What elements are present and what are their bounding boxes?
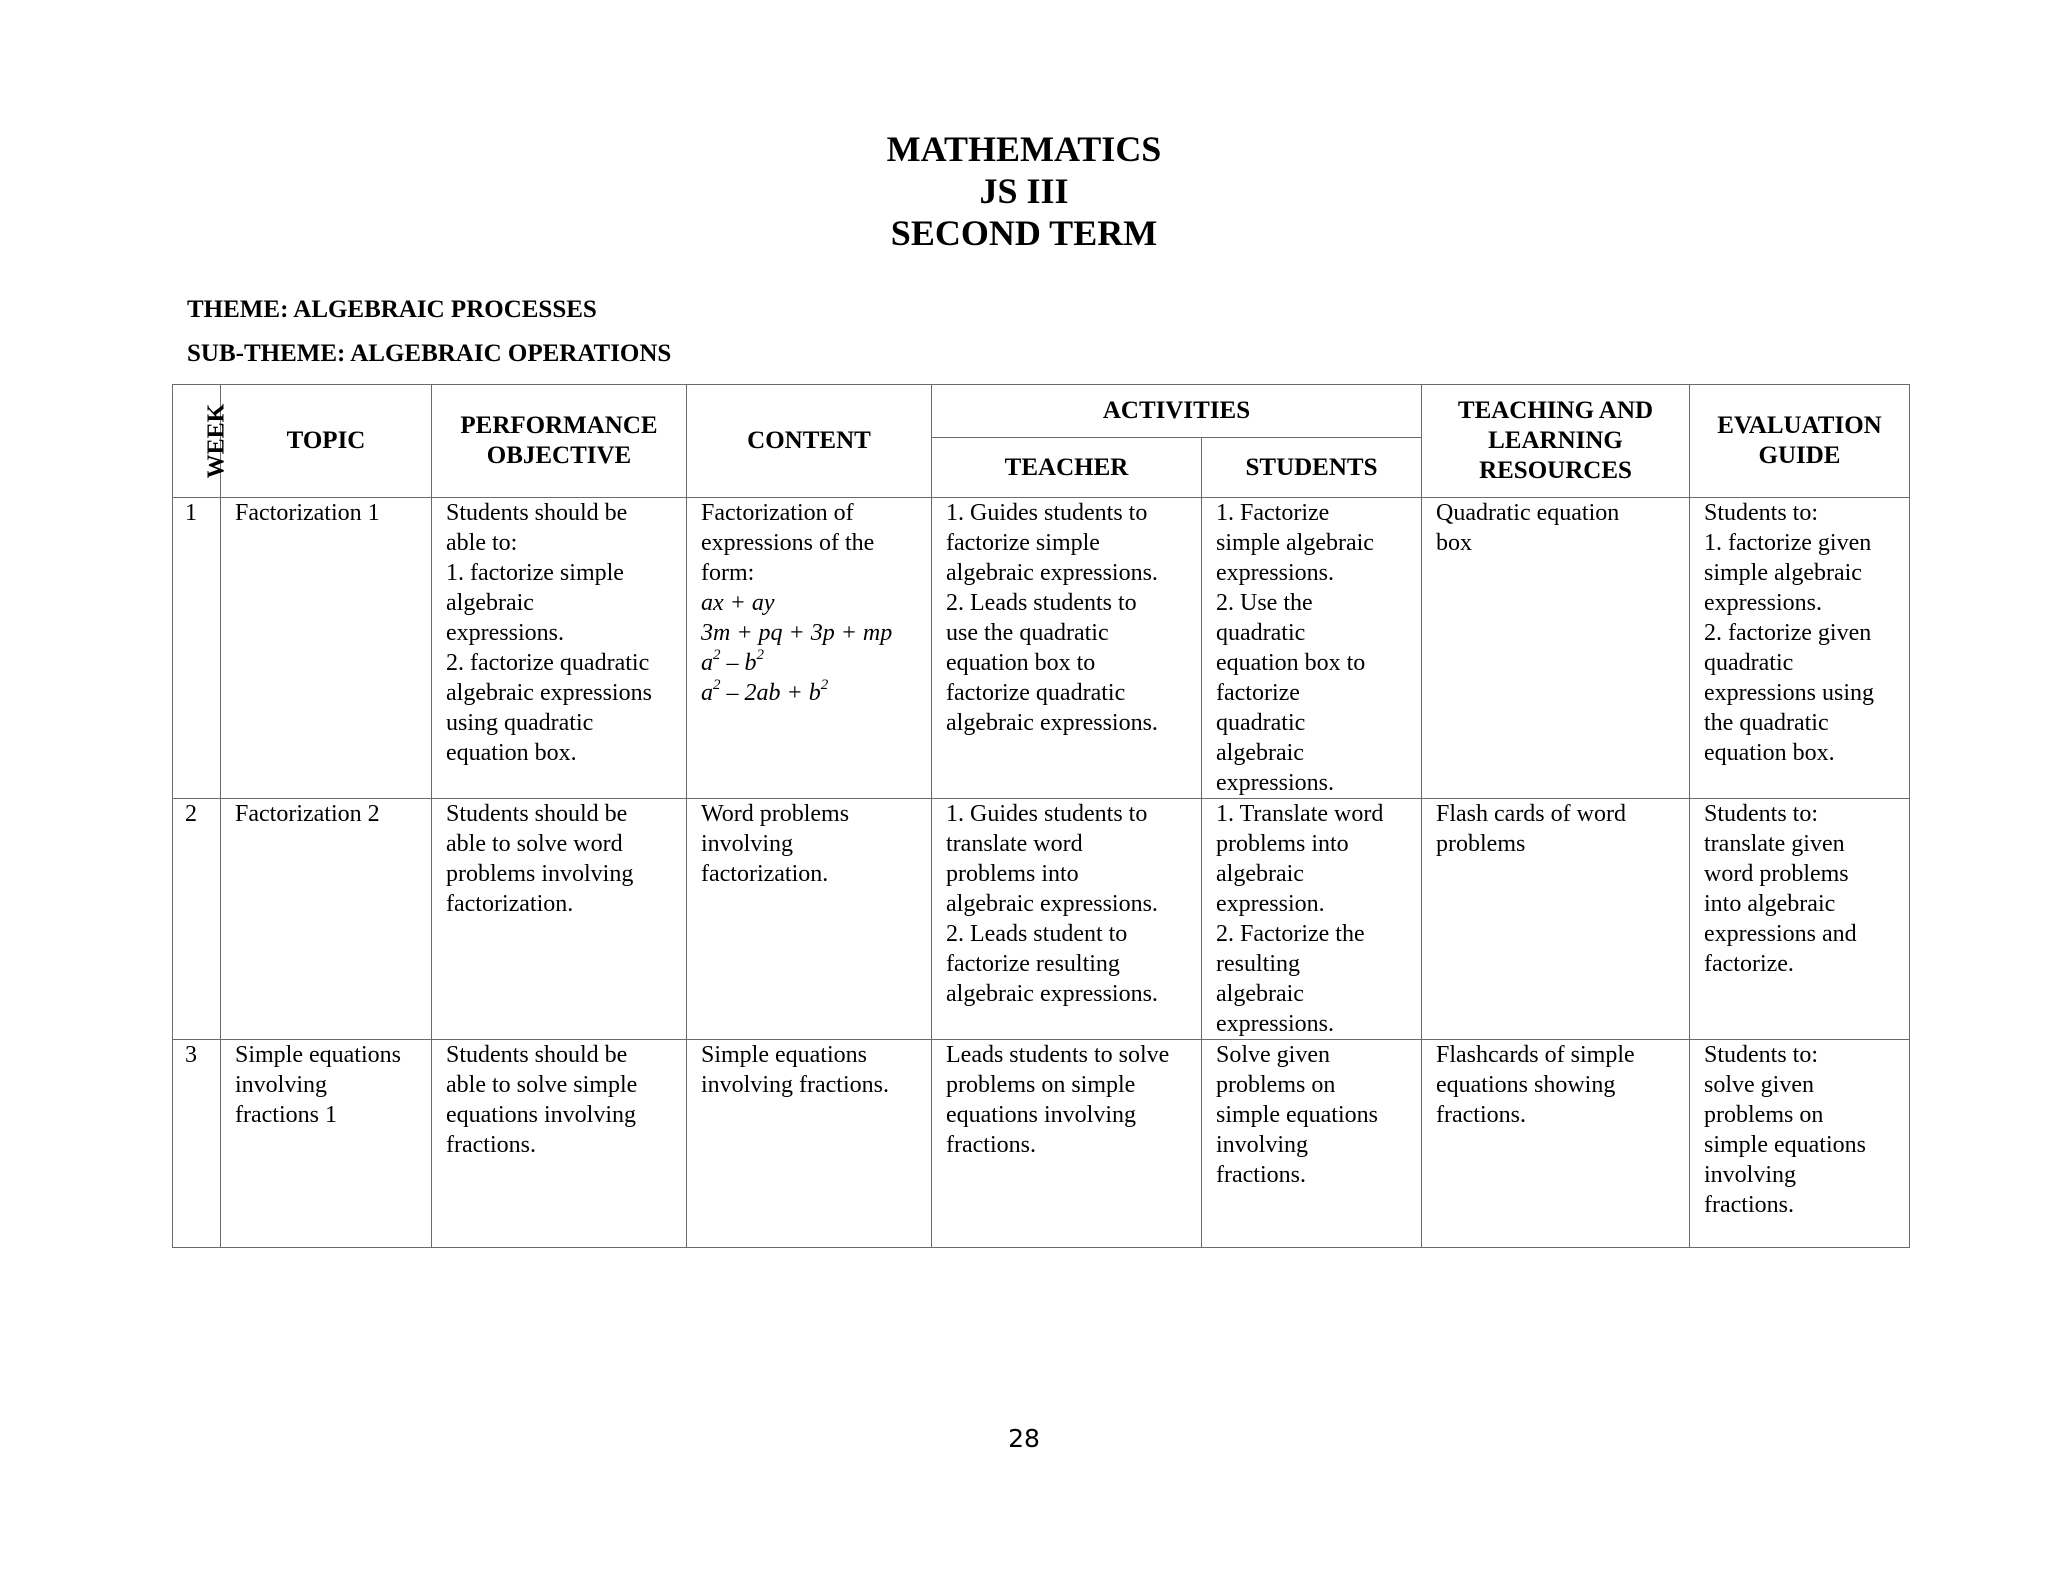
cell-line: involving	[235, 1072, 328, 1098]
header-objective-line-1: PERFORMANCE	[460, 412, 658, 439]
cell-line: able to solve simple	[446, 1072, 638, 1098]
cell-line: factorize	[1216, 680, 1300, 706]
header-resources-line-3: RESOURCES	[1479, 457, 1632, 484]
cell-line: factorize resulting	[946, 951, 1120, 977]
header-teaching-learning-resources	[1422, 385, 1690, 498]
cell-line: expressions.	[446, 620, 564, 646]
cell-line: Students should be	[446, 801, 628, 827]
header-evaluation-line-2: GUIDE	[1758, 442, 1841, 469]
evaluation-cell	[1690, 799, 1910, 1040]
cell-line: 2. factorize quadratic	[446, 650, 650, 676]
cell-line: algebraic	[446, 590, 534, 616]
cell-line: Leads students to solve	[946, 1042, 1170, 1068]
content-cell	[687, 1040, 932, 1248]
cell-line: 2. Factorize the	[1216, 921, 1365, 947]
cell-line: 2. Leads student to	[946, 921, 1128, 947]
cell-line: expressions using	[1704, 680, 1874, 706]
cell-line: factorize.	[1704, 951, 1794, 977]
cell-line: expressions.	[1216, 1011, 1334, 1037]
cell-line: using quadratic	[446, 710, 594, 736]
cell-line: algebraic expressions	[446, 680, 652, 706]
cell-line: 1. Factorize	[1216, 500, 1330, 526]
table-row	[173, 799, 1910, 1040]
cell-line: problems on	[1704, 1102, 1824, 1128]
cell-line: 1. Guides students to	[946, 500, 1148, 526]
cell-line: problems involving	[446, 861, 634, 887]
evaluation-cell	[1690, 498, 1910, 799]
cell-line: expressions of the	[701, 530, 875, 556]
cell-line: factorize simple	[946, 530, 1100, 556]
week-cell: 2	[173, 799, 221, 1040]
cell-line: use the quadratic	[946, 620, 1109, 646]
cell-line: problems into	[1216, 831, 1349, 857]
cell-line: expression.	[1216, 891, 1325, 917]
header-week	[173, 385, 230, 498]
header-content: CONTENT	[687, 385, 932, 498]
math-expression: ax + ay	[701, 590, 775, 616]
subject-title: MATHEMATICS	[886, 129, 1162, 169]
cell-line: Students should be	[446, 500, 628, 526]
header-topic: TOPIC	[221, 385, 432, 498]
resources-cell	[1422, 498, 1690, 799]
cell-line: able to:	[446, 530, 518, 556]
cell-line: quadratic	[1216, 620, 1306, 646]
subtheme-heading: SUB-THEME: ALGEBRAIC OPERATIONS	[187, 340, 672, 367]
cell-line: 1. Translate word	[1216, 801, 1384, 827]
theme-heading: THEME: ALGEBRAIC PROCESSES	[187, 296, 597, 323]
header-evaluation-line-1: EVALUATION	[1717, 412, 1882, 439]
cell-line: algebraic	[1216, 740, 1304, 766]
scheme-of-work-table	[172, 384, 1910, 1248]
cell-line: the quadratic	[1704, 710, 1829, 736]
objective-cell	[432, 1040, 687, 1248]
math-expression: 3m + pq + 3p + mp	[701, 620, 893, 646]
cell-line: Flashcards of simple	[1436, 1042, 1635, 1068]
cell-line: quadratic	[1216, 710, 1306, 736]
cell-line: 2. factorize given	[1704, 620, 1872, 646]
week-cell: 1	[173, 498, 221, 799]
header-evaluation-guide	[1690, 385, 1910, 498]
cell-line: involving	[1704, 1162, 1797, 1188]
cell-line: fractions.	[446, 1132, 536, 1158]
math-term: – 2ab + b	[726, 680, 821, 706]
cell-line: simple equations	[1216, 1102, 1378, 1128]
cell-line: into algebraic	[1704, 891, 1836, 917]
math-expression	[701, 648, 921, 678]
cell-line: equations involving	[946, 1102, 1136, 1128]
cell-line: equations involving	[446, 1102, 636, 1128]
cell-line: equations showing	[1436, 1072, 1616, 1098]
header-resources-line-2: LEARNING	[1488, 427, 1623, 454]
students-activity-cell	[1202, 498, 1422, 799]
cell-line: factorization.	[446, 891, 574, 917]
math-exponent: 2	[756, 647, 764, 663]
header-students: STUDENTS	[1202, 438, 1422, 498]
cell-line: equation box to	[946, 650, 1096, 676]
cell-line: Students should be	[446, 1042, 628, 1068]
cell-line: Factorization 2	[235, 801, 380, 827]
cell-line: algebraic expressions.	[946, 560, 1158, 586]
topic-cell	[221, 799, 432, 1040]
students-activity-cell	[1202, 1040, 1422, 1248]
math-exponent: 2	[713, 647, 721, 663]
header-week-label: WEEK	[203, 403, 230, 479]
cell-line: problems into	[946, 861, 1079, 887]
cell-line: involving	[701, 831, 794, 857]
cell-line: Solve given	[1216, 1042, 1330, 1068]
cell-line: able to solve word	[446, 831, 623, 857]
math-exponent: 2	[820, 677, 829, 693]
cell-line: fractions.	[1216, 1162, 1306, 1188]
cell-line: translate given	[1704, 831, 1845, 857]
cell-line: fractions 1	[235, 1102, 337, 1128]
cell-line: solve given	[1704, 1072, 1814, 1098]
cell-line: problems	[1436, 831, 1526, 857]
cell-line: Simple equations	[701, 1042, 867, 1068]
cell-line: algebraic	[1216, 861, 1304, 887]
table-row	[173, 498, 1910, 799]
math-exponent: 2	[713, 677, 721, 693]
cell-line: Flash cards of word	[1436, 801, 1626, 827]
term-title: SECOND TERM	[890, 213, 1158, 253]
cell-line: Factorization 1	[235, 500, 380, 526]
header-performance-objective	[432, 385, 687, 498]
cell-line: equation box to	[1216, 650, 1366, 676]
cell-line: involving	[1216, 1132, 1309, 1158]
cell-line: equation box.	[446, 740, 577, 766]
topic-cell	[221, 498, 432, 799]
math-term: a	[701, 650, 713, 676]
week-cell: 3	[173, 1040, 221, 1248]
cell-line: Students to:	[1704, 1042, 1819, 1068]
cell-line: problems on	[1216, 1072, 1336, 1098]
resources-cell	[1422, 799, 1690, 1040]
resources-cell	[1422, 1040, 1690, 1248]
cell-line: Students to:	[1704, 500, 1819, 526]
teacher-activity-cell	[932, 1040, 1202, 1248]
cell-line: 1. factorize given	[1704, 530, 1872, 556]
cell-line: word problems	[1704, 861, 1849, 887]
cell-line: resulting	[1216, 951, 1300, 977]
content-cell	[687, 498, 932, 799]
cell-line: fractions.	[946, 1132, 1036, 1158]
cell-line: Simple equations	[235, 1042, 401, 1068]
evaluation-cell	[1690, 1040, 1910, 1248]
cell-line: simple algebraic	[1216, 530, 1374, 556]
document-title	[0, 128, 2048, 254]
cell-line: 2. Leads students to	[946, 590, 1137, 616]
cell-line: equation box.	[1704, 740, 1835, 766]
topic-cell	[221, 1040, 432, 1248]
cell-line: algebraic expressions.	[946, 710, 1158, 736]
cell-line: Factorization of	[701, 500, 854, 526]
cell-line: form:	[701, 560, 755, 586]
header-objective-line-2: OBJECTIVE	[486, 442, 632, 469]
cell-line: algebraic expressions.	[946, 891, 1158, 917]
cell-line: 2. Use the	[1216, 590, 1313, 616]
cell-line: expressions.	[1216, 770, 1334, 796]
cell-line: translate word	[946, 831, 1083, 857]
header-teacher: TEACHER	[932, 438, 1202, 498]
cell-line: algebraic expressions.	[946, 981, 1158, 1007]
page-number: 28	[1008, 1424, 1040, 1453]
content-cell	[687, 799, 932, 1040]
cell-line: Quadratic equation	[1436, 500, 1620, 526]
cell-line: quadratic	[1704, 650, 1794, 676]
cell-line: fractions.	[1436, 1102, 1526, 1128]
math-term: a	[701, 680, 713, 706]
math-expression	[701, 678, 921, 708]
students-activity-cell	[1202, 799, 1422, 1040]
teacher-activity-cell	[932, 498, 1202, 799]
cell-line: simple equations	[1704, 1132, 1866, 1158]
header-resources-line-1: TEACHING AND	[1457, 397, 1654, 424]
cell-line: factorize quadratic	[946, 680, 1126, 706]
cell-line: fractions.	[1704, 1192, 1794, 1218]
cell-line: Word problems	[701, 801, 850, 827]
cell-line: expressions.	[1704, 590, 1822, 616]
cell-line: simple algebraic	[1704, 560, 1862, 586]
cell-line: 1. factorize simple	[446, 560, 624, 586]
cell-line: expressions.	[1216, 560, 1334, 586]
header-activities: ACTIVITIES	[932, 385, 1422, 438]
teacher-activity-cell	[932, 799, 1202, 1040]
cell-line: factorization.	[701, 861, 829, 887]
math-term: – b	[726, 650, 757, 676]
objective-cell	[432, 799, 687, 1040]
cell-line: algebraic	[1216, 981, 1304, 1007]
cell-line: expressions and	[1704, 921, 1857, 947]
cell-line: 1. Guides students to	[946, 801, 1148, 827]
cell-line: Students to:	[1704, 801, 1819, 827]
class-title: JS III	[979, 171, 1069, 211]
cell-line: box	[1436, 530, 1472, 556]
table-row	[173, 1040, 1910, 1248]
cell-line: involving fractions.	[701, 1072, 889, 1098]
objective-cell	[432, 498, 687, 799]
cell-line: problems on simple	[946, 1072, 1136, 1098]
